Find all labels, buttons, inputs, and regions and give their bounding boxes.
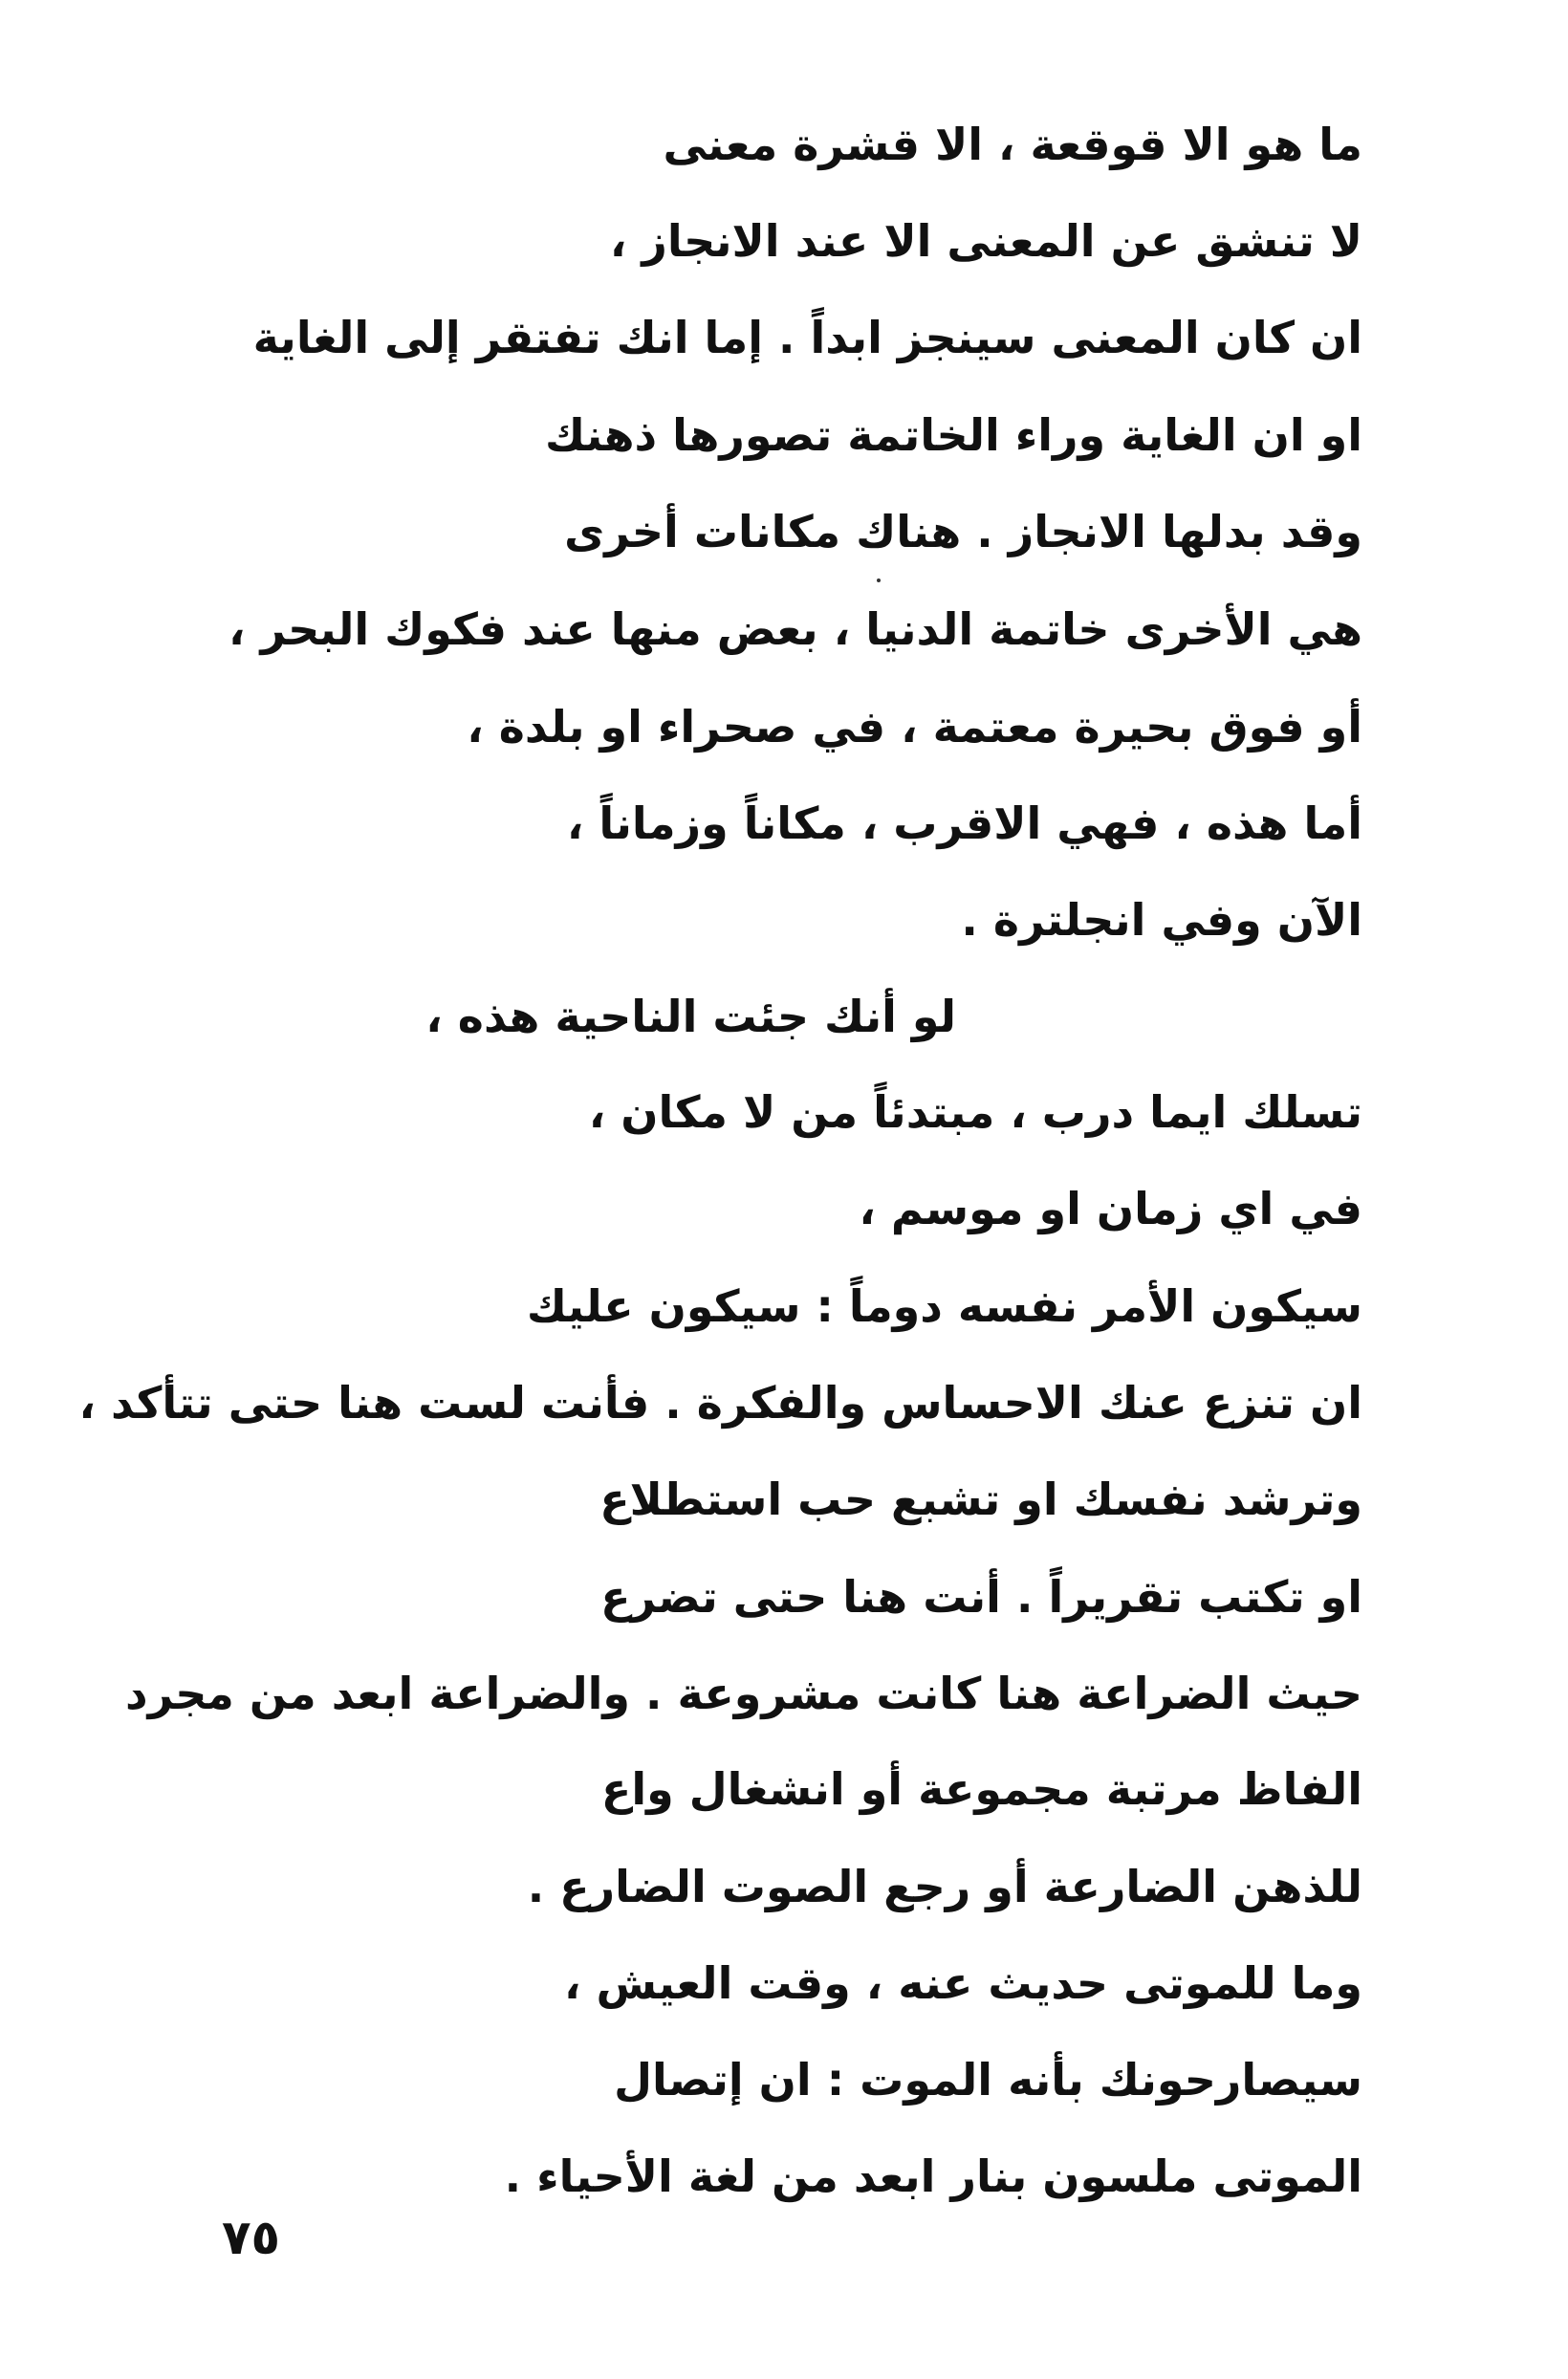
poem-line-22: الموتى ملسون بنار ابعد من لغة الأحياء .	[504, 2150, 1362, 2202]
poem-line-8: أما هذه ، فهي الاقرب ، مكاناً وزماناً ،	[566, 797, 1362, 849]
poem-line-9: الآن وفي انجلترة .	[961, 894, 1362, 946]
poem-line-11: تسلك ايما درب ، مبتدئاً من لا مكان ،	[588, 1086, 1362, 1138]
poem-line-17: حيث الضراعة هنا كانت مشروعة . والضراعة ابعد من مجرد	[124, 1668, 1362, 1719]
poem-line-14: ان تنزع عنك الاحساس والفكرة . فأنت لست هنا حتى تتأكد ،	[78, 1377, 1362, 1429]
poem-line-10: لو أنك جئت الناحية هذه ،	[425, 991, 956, 1042]
poem-line-2: لا تنشق عن المعنى الا عند الانجاز ،	[609, 215, 1362, 267]
poem-line-15: وترشد نفسك او تشبع حب استطلاع	[599, 1473, 1362, 1525]
print-speck	[877, 578, 881, 582]
page-number: ٧٥	[222, 2210, 281, 2265]
poem-line-12: في اي زمان او موسم ،	[859, 1183, 1362, 1234]
poem-line-20: وما للموتى حديث عنه ، وقت العيش ،	[564, 1957, 1362, 2009]
poem-line-5: وقد بدلها الانجاز . هناك مكانات أخرى	[564, 506, 1362, 557]
poem-line-18: الفاظ مرتبة مجموعة أو انشغال واع	[600, 1763, 1362, 1815]
poem-line-16: او تكتب تقريراً . أنت هنا حتى تضرع	[600, 1571, 1362, 1623]
poem-line-1: ما هو الا قوقعة ، الا قشرة معنى	[663, 119, 1362, 170]
poem-line-3: ان كان المعنى سينجز ابداً . إما انك تفتقر إلى الغاية	[252, 312, 1362, 363]
poem-line-4: او ان الغاية وراء الخاتمة تصورها ذهنك	[545, 409, 1362, 461]
poem-line-19: للذهن الضارعة أو رجع الصوت الضارع .	[527, 1861, 1362, 1912]
poem-line-13: سيكون الأمر نفسه دوماً : سيكون عليك	[526, 1280, 1362, 1332]
poem-line-6: هي الأخرى خاتمة الدنيا ، بعض منها عند فكوك البحر ،	[229, 603, 1362, 655]
poem-line-21: سيصارحونك بأنه الموت : ان إتصال	[614, 2054, 1362, 2106]
poem-line-7: أو فوق بحيرة معتمة ، في صحراء او بلدة ،	[467, 701, 1362, 753]
